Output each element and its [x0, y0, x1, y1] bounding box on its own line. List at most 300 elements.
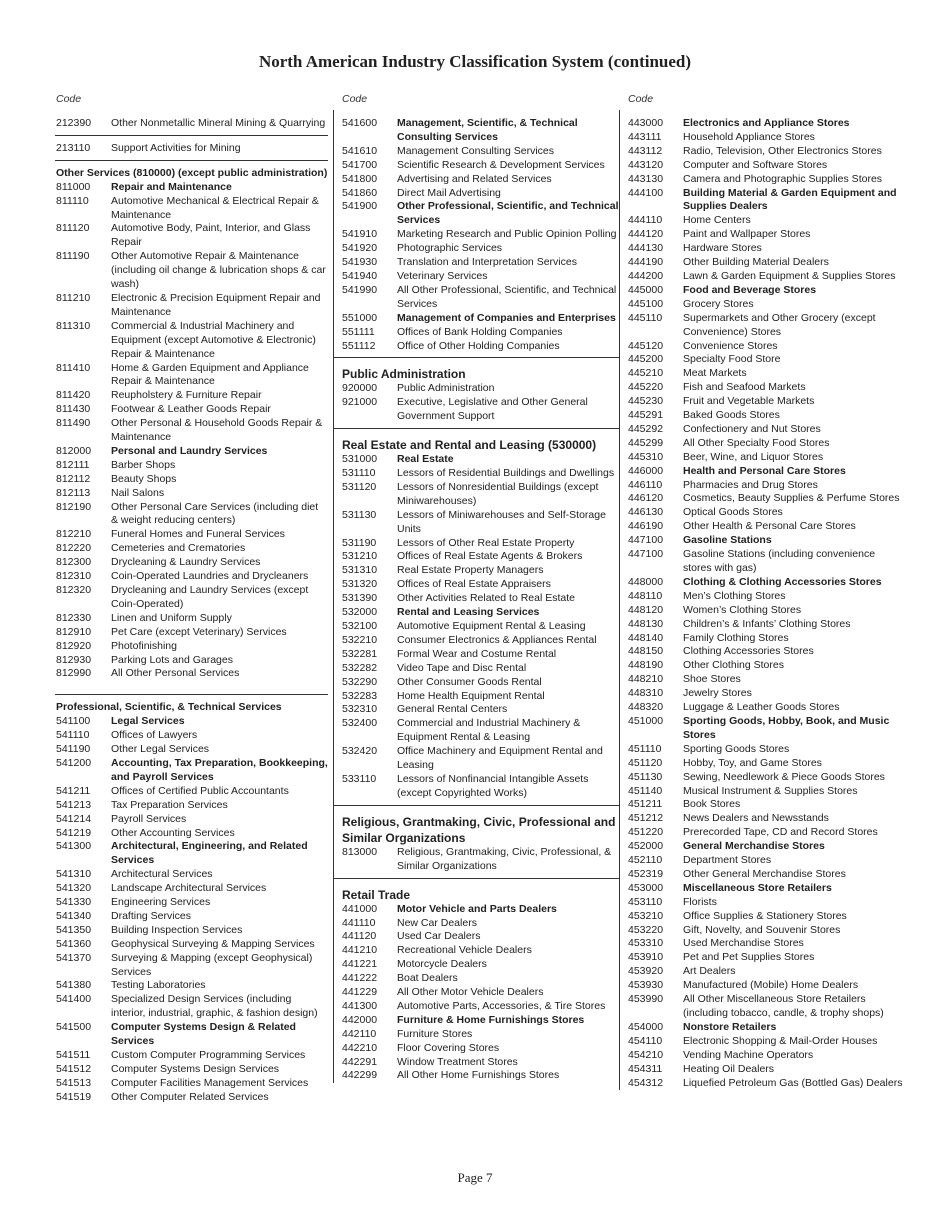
industry-row — [56, 195, 328, 223]
industry-row — [342, 578, 619, 592]
industry-row — [628, 604, 904, 618]
industry-description: Automotive Parts, Accessories, & Tire Stores — [397, 999, 606, 1012]
industry-row — [628, 687, 904, 701]
naics-code: 445120 — [628, 339, 664, 352]
industry-description: Other Personal & Household Goods Repair & Maintenance — [111, 417, 323, 444]
industry-row — [342, 773, 619, 801]
section-divider — [334, 357, 619, 358]
naics-code: 532282 — [342, 661, 378, 674]
category-row — [628, 117, 904, 131]
industry-row — [56, 743, 328, 757]
industry-description: All Other Miscellaneous Store Retailers (including tobacco, candle, & trophy shops) — [683, 993, 884, 1019]
industry-description: Liquefied Petroleum Gas (Bottled Gas) Dealers — [683, 1076, 903, 1089]
industry-row — [628, 854, 904, 868]
industry-description: Vending Machine Operators — [683, 1048, 814, 1061]
section-heading: Retail Trade — [342, 887, 411, 902]
industry-description: Pharmacies and Drug Stores — [683, 478, 818, 491]
industry-description: Beer, Wine, and Liquor Stores — [683, 450, 824, 463]
industry-description: Window Treatment Stores — [397, 1055, 518, 1068]
naics-code: 812300 — [56, 556, 92, 569]
industry-description: Household Appliance Stores — [683, 130, 815, 143]
naics-code: 441222 — [342, 972, 378, 985]
industry-row — [56, 362, 328, 390]
industry-row — [56, 952, 328, 980]
industry-description: Florists — [683, 895, 717, 908]
industry-row — [56, 813, 328, 827]
industry-description: All Other Home Furnishings Stores — [397, 1069, 560, 1082]
industry-description: Lessors of Nonresidential Buildings (except Miniwarehouses) — [397, 480, 599, 507]
naics-code: 444120 — [628, 228, 664, 241]
industry-description: Management, Scientific, & Technical Consulting Services — [397, 117, 578, 143]
naics-code: 532100 — [342, 620, 378, 632]
industry-row — [56, 910, 328, 924]
industry-description: Surveying & Mapping (except Geophysical) Services — [111, 951, 313, 978]
industry-description: Confectionery and Nut Stores — [683, 422, 821, 435]
industry-row — [628, 492, 904, 506]
industry-row — [342, 986, 619, 1000]
entry-list — [628, 117, 904, 1090]
naics-code: 541200 — [56, 756, 92, 769]
industry-description: Recreational Vehicle Dealers — [397, 944, 532, 957]
industry-row — [342, 930, 619, 944]
naics-code: 812190 — [56, 500, 92, 513]
industry-description: Cemeteries and Crematories — [111, 542, 246, 555]
industry-description: Clothing & Clothing Accessories Stores — [683, 575, 882, 588]
industry-row — [342, 509, 619, 537]
category-row — [342, 117, 619, 145]
industry-row — [56, 924, 328, 938]
naics-code: 531110 — [342, 467, 376, 480]
industry-row — [342, 340, 619, 354]
naics-code: 447100 — [628, 534, 664, 547]
industry-description: Testing Laboratories — [111, 979, 206, 992]
industry-description: Specialized Design Services (including interior, industrial, graphic, & fashion design) — [111, 993, 318, 1020]
industry-row — [628, 395, 904, 409]
naics-code: 442299 — [342, 1069, 378, 1082]
naics-code: 445210 — [628, 367, 664, 380]
industry-row — [628, 131, 904, 145]
naics-code: 541330 — [56, 896, 92, 909]
category-row — [342, 200, 619, 228]
industry-row — [56, 222, 328, 250]
industry-description: Lessors of Nonfinancial Intangible Assets (except Copyrighted Works) — [397, 772, 589, 799]
naics-code: 541350 — [56, 923, 92, 936]
naics-code: 533110 — [342, 772, 377, 785]
industry-description: All Other Specialty Food Stores — [683, 436, 830, 449]
industry-description: Religious, Grantmaking, Civic, Professional, & Similar Organizations — [397, 845, 612, 872]
industry-row — [628, 632, 904, 646]
section-divider — [55, 160, 328, 161]
column-1 — [56, 93, 328, 1105]
industry-description: Computer Systems Design & Related Services — [111, 1021, 296, 1048]
industry-description: Meat Markets — [683, 367, 747, 380]
industry-row — [342, 917, 619, 931]
industry-row — [56, 570, 328, 584]
industry-row — [56, 979, 328, 993]
industry-description: Sewing, Needlework & Piece Goods Stores — [683, 770, 885, 783]
naics-code: 812000 — [56, 444, 92, 457]
industry-row — [56, 417, 328, 445]
naics-code: 811110 — [56, 194, 89, 207]
naics-code: 551000 — [342, 311, 378, 324]
industry-row — [342, 1028, 619, 1042]
industry-row — [628, 506, 904, 520]
industry-row — [628, 409, 904, 423]
industry-row — [342, 620, 619, 634]
naics-code: 444190 — [628, 256, 664, 269]
industry-description: Building Inspection Services — [111, 923, 243, 936]
naics-code: 532310 — [342, 703, 378, 716]
industry-row — [628, 312, 904, 340]
industry-row — [56, 938, 328, 952]
naics-code: 541513 — [56, 1076, 92, 1089]
industry-description: Support Activities for Mining — [111, 141, 241, 154]
naics-code: 541370 — [56, 951, 92, 964]
industry-row — [628, 256, 904, 270]
naics-code: 532400 — [342, 717, 378, 730]
naics-code: 541519 — [56, 1090, 92, 1103]
naics-code: 441221 — [342, 958, 378, 971]
naics-code: 445220 — [628, 381, 664, 394]
entry-list — [56, 117, 328, 1105]
industry-description: Landscape Architectural Services — [111, 882, 267, 895]
category-row — [56, 757, 328, 785]
category-row — [56, 1021, 328, 1049]
column-3 — [619, 93, 904, 1090]
industry-description: Home Health Equipment Rental — [397, 689, 545, 702]
naics-code: 811210 — [56, 291, 91, 304]
industry-description: Baked Goods Stores — [683, 409, 780, 422]
naics-code: 541940 — [342, 269, 378, 282]
industry-description: Drycleaning and Laundry Services (except Coin-Operated) — [111, 584, 309, 610]
industry-row — [56, 473, 328, 487]
industry-description: Grocery Stores — [683, 297, 754, 310]
industry-description: Pet and Pet Supplies Stores — [683, 951, 815, 964]
industry-row — [628, 423, 904, 437]
naics-code: 453930 — [628, 979, 664, 992]
industry-row — [56, 640, 328, 654]
industry-description: Consumer Electronics & Appliances Rental — [397, 633, 597, 646]
section-heading: Religious, Grantmaking, Civic, Professional and Similar Organizations — [342, 814, 616, 845]
industry-description: Art Dealers — [683, 965, 736, 978]
industry-description: Jewelry Stores — [683, 687, 752, 700]
naics-code: 445200 — [628, 353, 664, 366]
industry-row — [342, 270, 619, 284]
industry-row — [628, 1049, 904, 1063]
naics-code: 541100 — [56, 715, 91, 728]
naics-code: 442000 — [342, 1013, 378, 1026]
industry-row — [628, 659, 904, 673]
industry-description: General Rental Centers — [397, 703, 508, 716]
industry-row — [628, 173, 904, 187]
industry-row — [342, 159, 619, 173]
naics-code: 445230 — [628, 395, 664, 408]
category-row — [628, 187, 904, 215]
industry-description: Advertising and Related Services — [397, 172, 552, 185]
industry-description: Used Merchandise Stores — [683, 937, 804, 950]
industry-row — [628, 451, 904, 465]
industry-row — [628, 381, 904, 395]
industry-row — [628, 798, 904, 812]
industry-row — [628, 757, 904, 771]
naics-code: 451000 — [628, 714, 664, 727]
industry-row — [628, 826, 904, 840]
industry-description: Rental and Leasing Services — [397, 606, 540, 619]
naics-code: 812920 — [56, 639, 92, 652]
industry-description: Nonstore Retailers — [683, 1020, 777, 1033]
industry-row — [342, 676, 619, 690]
industry-row — [56, 654, 328, 668]
industry-description: Other Building Material Dealers — [683, 256, 829, 269]
naics-code: 811410 — [56, 361, 91, 374]
industry-description: Pet Care (except Veterinary) Services — [111, 625, 287, 638]
industry-row — [56, 292, 328, 320]
industry-description: Floor Covering Stores — [397, 1041, 500, 1054]
industry-row — [342, 382, 619, 396]
naics-code: 448310 — [628, 687, 664, 700]
naics-code: 541600 — [342, 117, 378, 129]
industry-row — [628, 1035, 904, 1049]
industry-row — [628, 951, 904, 965]
industry-row — [628, 868, 904, 882]
naics-code: 448110 — [628, 589, 663, 602]
naics-code: 442291 — [342, 1055, 378, 1068]
industry-description: Payroll Services — [111, 812, 187, 825]
industry-row — [342, 717, 619, 745]
industry-description: Real Estate — [397, 453, 454, 466]
industry-description: Gasoline Stations (including convenience stores with gas) — [683, 548, 876, 574]
naics-code: 444200 — [628, 269, 664, 282]
industry-description: Beauty Shops — [111, 472, 177, 485]
naics-code: 921000 — [342, 396, 378, 409]
naics-code: 448190 — [628, 659, 664, 672]
naics-code: 541190 — [56, 743, 91, 756]
entry-list — [342, 117, 619, 1083]
industry-row — [342, 648, 619, 662]
industry-description: Custom Computer Programming Services — [111, 1049, 306, 1061]
industry-description: Cosmetics, Beauty Supplies & Perfume Stores — [683, 492, 900, 505]
industry-row — [628, 159, 904, 173]
naics-code: 443000 — [628, 117, 664, 129]
industry-row — [628, 479, 904, 493]
naics-code: 446120 — [628, 492, 664, 505]
industry-row — [56, 1049, 328, 1063]
naics-code: 441120 — [342, 930, 377, 943]
industry-description: Offices of Bank Holding Companies — [397, 325, 563, 338]
naics-code: 454311 — [628, 1062, 663, 1075]
industry-description: General Merchandise Stores — [683, 840, 825, 853]
naics-code: 541380 — [56, 979, 92, 992]
naics-code: 812320 — [56, 584, 92, 596]
section-heading: Other Services (810000) (except public administration) — [56, 166, 328, 179]
industry-row — [628, 618, 904, 632]
naics-code: 541900 — [342, 200, 378, 213]
naics-code: 443111 — [628, 130, 662, 143]
industry-row — [56, 501, 328, 529]
industry-description: Home & Garden Equipment and Appliance Repair & Maintenance — [111, 361, 309, 388]
industry-description: Drycleaning & Laundry Services — [111, 556, 261, 569]
industry-row — [628, 340, 904, 354]
naics-code: 811120 — [56, 222, 90, 235]
industry-row — [628, 242, 904, 256]
naics-code: 811000 — [56, 180, 91, 193]
industry-row — [56, 528, 328, 542]
industry-description: Home Centers — [683, 214, 751, 227]
industry-row — [628, 771, 904, 785]
industry-description: Reupholstery & Furniture Repair — [111, 389, 262, 402]
industry-description: Automotive Body, Paint, Interior, and Glass Repair — [111, 222, 311, 249]
naics-code: 453000 — [628, 881, 664, 894]
industry-description: Other Professional, Scientific, and Technical Services — [397, 200, 619, 227]
naics-code: 541320 — [56, 882, 92, 895]
naics-code: 445110 — [628, 311, 663, 324]
industry-description: Linen and Uniform Supply — [111, 611, 232, 624]
industry-row — [56, 142, 328, 156]
industry-description: Optical Goods Stores — [683, 506, 783, 519]
industry-description: Other General Merchandise Stores — [683, 867, 846, 880]
industry-description: Other Accounting Services — [111, 826, 235, 839]
industry-description: Automotive Equipment Rental & Leasing — [397, 620, 586, 632]
naics-code: 441229 — [342, 986, 378, 999]
naics-code: 453920 — [628, 965, 664, 978]
naics-code: 541360 — [56, 937, 92, 950]
industry-row — [628, 993, 904, 1021]
naics-code: 541400 — [56, 993, 92, 1006]
industry-description: Engineering Services — [111, 896, 211, 909]
industry-description: Offices of Lawyers — [111, 729, 198, 742]
naics-code: 442210 — [342, 1041, 378, 1054]
naics-code: 452110 — [628, 854, 663, 867]
naics-code: 445310 — [628, 450, 664, 463]
naics-code: 532283 — [342, 689, 378, 702]
industry-description: Translation and Interpretation Services — [397, 256, 577, 269]
naics-code: 447100 — [628, 548, 664, 561]
category-row — [56, 181, 328, 195]
naics-code: 812210 — [56, 528, 92, 541]
industry-description: Lessors of Miniwarehouses and Self-Storage Units — [397, 508, 606, 535]
industry-description: Automotive Mechanical & Electrical Repair & Maintenance — [111, 194, 319, 221]
category-row — [628, 882, 904, 896]
industry-row — [56, 487, 328, 501]
industry-description: Prerecorded Tape, CD and Record Stores — [683, 826, 878, 839]
industry-row — [56, 403, 328, 417]
naics-code: 446130 — [628, 506, 664, 519]
industry-description: Hardware Stores — [683, 242, 762, 255]
industry-row — [628, 548, 904, 576]
naics-code: 446110 — [628, 478, 663, 491]
naics-code: 445291 — [628, 409, 664, 422]
industry-description: Legal Services — [111, 715, 185, 728]
industry-row — [628, 270, 904, 284]
naics-code: 551112 — [342, 339, 376, 352]
industry-row — [56, 868, 328, 882]
naics-code: 541860 — [342, 186, 378, 199]
industry-description: Musical Instrument & Supplies Stores — [683, 784, 858, 797]
naics-code: 532290 — [342, 675, 378, 688]
naics-code: 551111 — [342, 325, 375, 338]
industry-row — [56, 785, 328, 799]
industry-description: Geophysical Surveying & Mapping Services — [111, 937, 315, 950]
naics-code: 531000 — [342, 453, 378, 466]
naics-code: 444130 — [628, 242, 664, 255]
naics-code: 446000 — [628, 464, 664, 477]
naics-code: 441000 — [342, 902, 378, 915]
industry-row — [56, 1091, 328, 1105]
naics-code: 453990 — [628, 993, 664, 1006]
naics-code: 541211 — [56, 784, 91, 797]
naics-code: 448320 — [628, 701, 664, 714]
naics-code: 541512 — [56, 1062, 92, 1075]
category-row — [628, 1021, 904, 1035]
industry-row — [342, 187, 619, 201]
industry-description: Other Consumer Goods Rental — [397, 675, 542, 688]
naics-code: 448000 — [628, 575, 664, 588]
naics-code: 541920 — [342, 242, 378, 255]
industry-description: Veterinary Services — [397, 269, 488, 282]
industry-description: Other Computer Related Services — [111, 1090, 269, 1103]
industry-description: Sporting Goods, Hobby, Book, and Music Stores — [683, 714, 890, 741]
naics-code: 442110 — [342, 1027, 377, 1040]
naics-code: 531210 — [342, 550, 378, 563]
industry-row — [56, 584, 328, 612]
naics-code: 541511 — [56, 1049, 91, 1061]
industry-row — [628, 785, 904, 799]
naics-code: 451211 — [628, 798, 663, 811]
industry-row — [56, 250, 328, 292]
naics-code: 532000 — [342, 606, 378, 619]
industry-description: Women’s Clothing Stores — [683, 603, 802, 616]
industry-description: Gasoline Stations — [683, 534, 772, 547]
industry-description: Heating Oil Dealers — [683, 1062, 775, 1075]
naics-code: 541310 — [56, 868, 92, 881]
industry-row — [342, 242, 619, 256]
naics-code: 445292 — [628, 422, 664, 435]
industry-description: Personal and Laundry Services — [111, 444, 268, 457]
industry-description: Real Estate Property Managers — [397, 564, 544, 577]
naics-code: 452319 — [628, 867, 664, 880]
naics-code: 451110 — [628, 742, 662, 755]
naics-code: 541990 — [342, 283, 378, 296]
industry-row — [56, 799, 328, 813]
industry-row — [628, 228, 904, 242]
naics-code: 811190 — [56, 250, 90, 263]
industry-description: Other Clothing Stores — [683, 659, 784, 672]
industry-description: Office Supplies & Stationery Stores — [683, 909, 847, 922]
industry-description: Management Consulting Services — [397, 144, 554, 157]
industry-description: Scientific Research & Development Services — [397, 158, 605, 171]
industry-row — [342, 481, 619, 509]
industry-row — [628, 645, 904, 659]
industry-row — [628, 1077, 904, 1091]
industry-description: Office of Other Holding Companies — [397, 339, 560, 352]
naics-code: 453220 — [628, 923, 664, 936]
naics-code: 445000 — [628, 283, 664, 296]
industry-description: Other Nonmetallic Mineral Mining & Quarrying — [111, 117, 326, 129]
category-row — [56, 445, 328, 459]
industry-row — [342, 703, 619, 717]
naics-code: 812113 — [56, 486, 91, 499]
industry-description: Offices of Real Estate Appraisers — [397, 578, 551, 591]
naics-code: 451220 — [628, 826, 664, 839]
naics-code: 531120 — [342, 480, 377, 493]
industry-description: Other Automotive Repair & Maintenance (including oil change & lubrication shops & car wash) — [111, 250, 326, 291]
industry-row — [628, 590, 904, 604]
naics-code: 441210 — [342, 944, 378, 957]
industry-description: All Other Personal Services — [111, 667, 240, 680]
industry-description: Children’s & Infants’ Clothing Stores — [683, 617, 851, 630]
category-row — [342, 453, 619, 467]
industry-description: Book Stores — [683, 798, 741, 811]
